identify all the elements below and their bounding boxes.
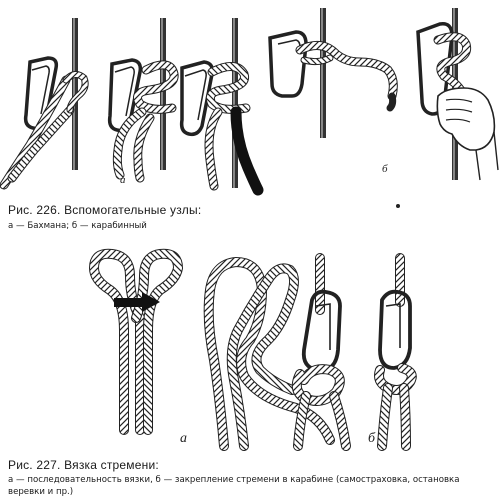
- figure-226-caption: Рис. 226. Вспомогательные узлы:: [8, 203, 202, 217]
- pole-4: [320, 8, 326, 138]
- rope: [94, 254, 178, 430]
- carabiner: [380, 292, 410, 368]
- figure-226-carabiner-knot: [270, 8, 498, 180]
- rope: [297, 369, 346, 446]
- rope: [209, 262, 330, 446]
- pole-2: [160, 18, 166, 170]
- label-fig227-a: а: [180, 431, 187, 446]
- hand-illustration: [437, 88, 498, 180]
- label-fig226-b: б: [382, 163, 388, 175]
- ink-blot: [396, 204, 400, 208]
- pole-3: [232, 18, 238, 188]
- figure-226-bachmann-knot: [4, 18, 258, 190]
- rope: [379, 368, 412, 446]
- rope: [300, 45, 393, 108]
- figure-227-caption: Рис. 227. Вязка стремени:: [8, 458, 159, 472]
- rope: [320, 258, 400, 310]
- figure-227-stirrup-sequence: [94, 254, 330, 446]
- label-fig227-b: б: [368, 431, 376, 446]
- figure-226-legend: а — Бахмана; б — карабинный: [8, 221, 147, 231]
- figure-227-legend: а — последовательность вязки, б — закрепление стремени в карабине (самостраховка, остановка веревки и пр.): [8, 475, 460, 497]
- label-fig226-a: а: [120, 174, 126, 186]
- carabiner: [270, 32, 306, 96]
